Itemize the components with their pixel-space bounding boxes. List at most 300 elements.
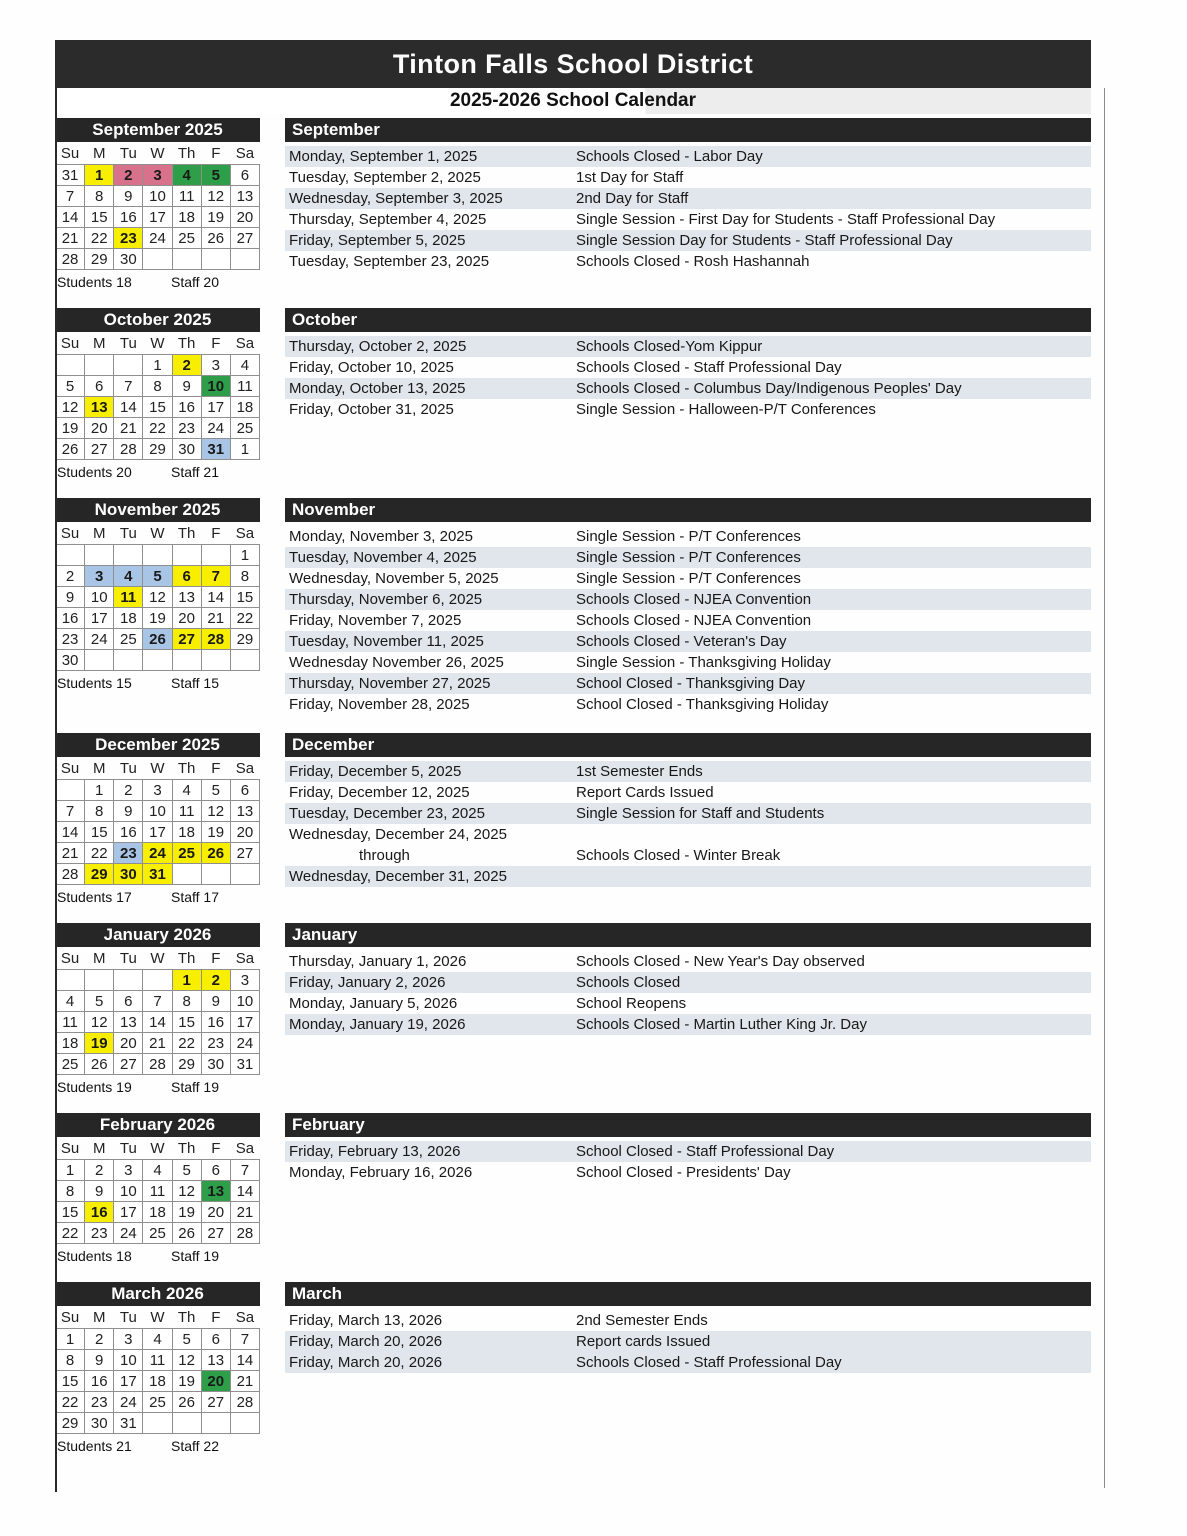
event-description: Single Session - First Day for Students - Staff Professional Day xyxy=(576,211,996,228)
day-cell: 2 xyxy=(56,566,85,587)
day-cell: 15 xyxy=(172,1012,201,1033)
week-row xyxy=(56,822,260,843)
day-cell: 27 xyxy=(230,843,259,864)
day-cell: 5 xyxy=(85,991,114,1012)
day-cell: 29 xyxy=(230,629,259,650)
day-cell: 6 xyxy=(201,1160,230,1181)
event-row xyxy=(285,993,1091,1014)
day-cell: 6 xyxy=(230,780,259,801)
day-cell: 2 xyxy=(114,780,143,801)
day-cell: 30 xyxy=(114,864,143,885)
day-cell: 7 xyxy=(56,801,85,822)
weekday-label: Th xyxy=(177,950,196,967)
weekday-label: Su xyxy=(60,525,80,542)
day-cell: 1 xyxy=(230,439,259,460)
weekday-row xyxy=(56,758,260,780)
event-description: Schools Closed - NJEA Convention xyxy=(576,612,812,629)
district-banner xyxy=(55,40,1091,88)
day-counts xyxy=(55,1248,260,1264)
day-cell: 21 xyxy=(56,228,85,249)
mini-calendar-grid xyxy=(55,1138,260,1244)
event-date: Wednesday, December 31, 2025 xyxy=(289,868,507,885)
day-cell: 15 xyxy=(230,587,259,608)
students-count: Students 17 xyxy=(57,889,132,905)
event-description: 2nd Day for Staff xyxy=(576,190,689,207)
mini-calendar-grid xyxy=(55,1307,260,1434)
staff-count: Staff 19 xyxy=(171,1079,220,1095)
event-rows xyxy=(285,761,1091,887)
day-cell: 24 xyxy=(201,418,230,439)
day-cell: 18 xyxy=(114,608,143,629)
day-cell xyxy=(201,545,230,566)
day-grid xyxy=(56,545,260,671)
day-cell: 13 xyxy=(230,801,259,822)
event-date: Friday, September 5, 2025 xyxy=(289,232,466,249)
day-cell: 26 xyxy=(143,629,172,650)
day-cell: 5 xyxy=(172,1160,201,1181)
mini-calendar xyxy=(55,1282,260,1454)
week-row xyxy=(56,545,260,566)
weekday-label: F xyxy=(211,950,221,967)
week-row xyxy=(56,207,260,228)
event-description: Single Session - Halloween-P/T Conferences xyxy=(576,401,876,418)
day-cell: 19 xyxy=(201,207,230,228)
day-cell xyxy=(114,545,143,566)
weekday-label: Th xyxy=(177,335,196,352)
day-cell xyxy=(201,864,230,885)
event-description: 1st Day for Staff xyxy=(576,169,684,186)
day-cell: 5 xyxy=(143,566,172,587)
day-cell xyxy=(230,1413,259,1434)
day-cell: 1 xyxy=(56,1329,85,1350)
weekday-label: Tu xyxy=(119,760,137,777)
day-cell: 21 xyxy=(56,843,85,864)
day-cell: 4 xyxy=(114,566,143,587)
students-count: Students 21 xyxy=(57,1438,132,1454)
weekday-label: Su xyxy=(60,950,80,967)
day-cell: 1 xyxy=(85,165,114,186)
weekday-label: W xyxy=(150,145,165,162)
event-date: Friday, December 12, 2025 xyxy=(289,784,470,801)
staff-count: Staff 17 xyxy=(171,889,220,905)
week-row xyxy=(56,355,260,376)
week-row xyxy=(56,1413,260,1434)
event-description: Schools Closed-Yom Kippur xyxy=(576,338,763,355)
weekday-label: Th xyxy=(177,760,196,777)
day-cell: 19 xyxy=(85,1033,114,1054)
day-cell: 20 xyxy=(201,1371,230,1392)
weekday-label: M xyxy=(92,950,106,967)
day-counts xyxy=(55,1079,260,1095)
day-cell: 25 xyxy=(143,1223,172,1244)
day-cell: 31 xyxy=(56,165,85,186)
day-cell: 23 xyxy=(85,1392,114,1413)
event-rows xyxy=(285,951,1091,1035)
weekday-label: M xyxy=(92,1140,106,1157)
day-cell xyxy=(143,1413,172,1434)
day-cell: 17 xyxy=(230,1012,259,1033)
events-panel xyxy=(285,733,1091,887)
event-date: Thursday, October 2, 2025 xyxy=(289,338,467,355)
day-cell xyxy=(56,780,85,801)
event-description: 1st Semester Ends xyxy=(576,763,703,780)
event-description: Schools Closed - Staff Professional Day xyxy=(576,359,842,376)
event-description: Schools Closed - Columbus Day/Indigenous Peoples' Day xyxy=(576,380,962,397)
week-row xyxy=(56,1392,260,1413)
day-counts xyxy=(55,464,260,480)
events-month-title: September xyxy=(285,118,1091,142)
events-panel xyxy=(285,498,1091,715)
day-cell: 9 xyxy=(85,1350,114,1371)
week-row xyxy=(56,397,260,418)
day-cell: 27 xyxy=(201,1392,230,1413)
weekday-label: F xyxy=(211,525,221,542)
event-description: Schools Closed - Labor Day xyxy=(576,148,763,165)
day-cell: 2 xyxy=(172,355,201,376)
day-cell: 7 xyxy=(114,376,143,397)
week-row xyxy=(56,1012,260,1033)
week-row xyxy=(56,1160,260,1181)
event-rows xyxy=(285,526,1091,715)
day-grid xyxy=(56,355,260,460)
weekday-label: Sa xyxy=(235,145,255,162)
day-cell: 28 xyxy=(201,629,230,650)
day-cell: 25 xyxy=(114,629,143,650)
day-cell: 8 xyxy=(56,1181,85,1202)
day-cell xyxy=(201,1413,230,1434)
month-section xyxy=(55,1113,1091,1264)
event-description: School Closed - Staff Professional Day xyxy=(576,1143,835,1160)
students-count: Students 18 xyxy=(57,274,132,290)
event-row xyxy=(285,1331,1091,1352)
week-row xyxy=(56,1181,260,1202)
day-cell: 4 xyxy=(56,991,85,1012)
event-row xyxy=(285,378,1091,399)
day-cell: 17 xyxy=(85,608,114,629)
mini-calendar xyxy=(55,923,260,1095)
event-row xyxy=(285,251,1091,272)
event-date: Thursday, September 4, 2025 xyxy=(289,211,487,228)
day-cell: 28 xyxy=(143,1054,172,1075)
mini-calendar-grid xyxy=(55,758,260,885)
day-cell xyxy=(114,355,143,376)
events-panel xyxy=(285,118,1091,272)
day-cell: 6 xyxy=(172,566,201,587)
day-cell: 20 xyxy=(172,608,201,629)
day-cell: 14 xyxy=(114,397,143,418)
month-section xyxy=(55,1282,1091,1454)
day-cell: 12 xyxy=(172,1350,201,1371)
day-counts xyxy=(55,675,260,691)
day-cell: 1 xyxy=(143,355,172,376)
weekday-label: Tu xyxy=(119,1140,137,1157)
weekday-label: F xyxy=(211,1309,221,1326)
week-row xyxy=(56,991,260,1012)
day-cell: 1 xyxy=(230,545,259,566)
weekday-row xyxy=(56,1138,260,1160)
day-cell: 14 xyxy=(201,587,230,608)
day-cell: 15 xyxy=(85,207,114,228)
day-cell: 16 xyxy=(114,207,143,228)
day-cell: 5 xyxy=(201,780,230,801)
day-cell: 30 xyxy=(85,1413,114,1434)
weekday-label: M xyxy=(92,145,106,162)
day-cell: 2 xyxy=(85,1329,114,1350)
event-description: School Closed - Presidents' Day xyxy=(576,1164,791,1181)
weekday-label: W xyxy=(150,760,165,777)
day-cell: 31 xyxy=(114,1413,143,1434)
weekday-label: Sa xyxy=(235,525,255,542)
month-section xyxy=(55,733,1091,905)
day-cell: 7 xyxy=(230,1160,259,1181)
day-cell: 8 xyxy=(85,801,114,822)
week-row xyxy=(56,165,260,186)
week-row xyxy=(56,587,260,608)
weekday-label: M xyxy=(92,525,106,542)
weekday-label: Sa xyxy=(235,1309,255,1326)
day-cell: 13 xyxy=(201,1181,230,1202)
day-cell: 25 xyxy=(172,843,201,864)
day-cell: 16 xyxy=(201,1012,230,1033)
events-panel xyxy=(285,308,1091,420)
day-cell xyxy=(114,970,143,991)
day-cell: 15 xyxy=(56,1371,85,1392)
event-description: Report Cards Issued xyxy=(576,784,714,801)
week-row xyxy=(56,843,260,864)
event-row xyxy=(285,824,1091,845)
students-count: Students 18 xyxy=(57,1248,132,1264)
weekday-row xyxy=(56,143,260,165)
weekday-label: F xyxy=(211,145,221,162)
day-cell: 16 xyxy=(172,397,201,418)
weekday-label: W xyxy=(150,335,165,352)
day-cell: 23 xyxy=(172,418,201,439)
event-description: School Closed - Thanksgiving Holiday xyxy=(576,696,829,713)
weekday-row xyxy=(56,1307,260,1329)
week-row xyxy=(56,608,260,629)
day-cell xyxy=(143,650,172,671)
day-cell: 28 xyxy=(230,1392,259,1413)
staff-count: Staff 19 xyxy=(171,1248,220,1264)
week-row xyxy=(56,439,260,460)
page-left-border xyxy=(55,40,57,1492)
day-cell: 9 xyxy=(56,587,85,608)
week-row xyxy=(56,376,260,397)
day-grid xyxy=(56,165,260,270)
day-cell: 10 xyxy=(230,991,259,1012)
event-date: Tuesday, November 4, 2025 xyxy=(289,549,477,566)
day-cell: 30 xyxy=(114,249,143,270)
day-cell: 15 xyxy=(85,822,114,843)
weekday-label: F xyxy=(211,335,221,352)
weekday-label: Th xyxy=(177,1309,196,1326)
event-rows xyxy=(285,1141,1091,1183)
day-cell: 26 xyxy=(56,439,85,460)
day-cell: 13 xyxy=(230,186,259,207)
event-row xyxy=(285,146,1091,167)
day-cell: 10 xyxy=(85,587,114,608)
day-cell: 28 xyxy=(56,864,85,885)
day-cell: 16 xyxy=(114,822,143,843)
day-counts xyxy=(55,1438,260,1454)
day-cell: 19 xyxy=(56,418,85,439)
day-cell: 18 xyxy=(143,1371,172,1392)
mini-calendar-title: October 2025 xyxy=(55,308,260,332)
week-row xyxy=(56,629,260,650)
weekday-label: Su xyxy=(60,145,80,162)
event-row xyxy=(285,230,1091,251)
day-cell: 20 xyxy=(230,207,259,228)
day-cell: 9 xyxy=(172,376,201,397)
week-row xyxy=(56,1202,260,1223)
day-cell: 13 xyxy=(201,1350,230,1371)
event-date: Friday, November 28, 2025 xyxy=(289,696,470,713)
weekday-label: W xyxy=(150,950,165,967)
event-description: Schools Closed - Staff Professional Day xyxy=(576,1354,842,1371)
day-cell: 28 xyxy=(56,249,85,270)
event-description: Schools Closed - NJEA Convention xyxy=(576,591,812,608)
mini-calendar-title: December 2025 xyxy=(55,733,260,757)
day-cell: 6 xyxy=(85,376,114,397)
day-cell: 17 xyxy=(114,1371,143,1392)
page-content xyxy=(55,40,1091,1472)
event-row xyxy=(285,399,1091,420)
day-cell xyxy=(172,650,201,671)
day-cell: 31 xyxy=(230,1054,259,1075)
event-date: Tuesday, September 2, 2025 xyxy=(289,169,481,186)
mini-calendar-title: September 2025 xyxy=(55,118,260,142)
day-cell: 11 xyxy=(230,376,259,397)
day-cell: 21 xyxy=(230,1371,259,1392)
week-row xyxy=(56,1329,260,1350)
day-cell: 4 xyxy=(230,355,259,376)
day-cell: 24 xyxy=(114,1392,143,1413)
day-cell xyxy=(172,864,201,885)
day-cell: 10 xyxy=(114,1350,143,1371)
day-cell: 3 xyxy=(85,566,114,587)
event-row xyxy=(285,1141,1091,1162)
mini-calendar-title: February 2026 xyxy=(55,1113,260,1137)
day-cell: 12 xyxy=(172,1181,201,1202)
day-cell: 16 xyxy=(56,608,85,629)
event-row xyxy=(285,782,1091,803)
event-date: Tuesday, September 23, 2025 xyxy=(289,253,490,270)
day-cell xyxy=(114,650,143,671)
day-cell: 2 xyxy=(201,970,230,991)
event-row xyxy=(285,188,1091,209)
weekday-label: Sa xyxy=(235,335,255,352)
day-counts xyxy=(55,274,260,290)
events-panel xyxy=(285,1113,1091,1183)
day-cell: 29 xyxy=(172,1054,201,1075)
event-row xyxy=(285,209,1091,230)
event-row xyxy=(285,357,1091,378)
day-cell: 26 xyxy=(172,1392,201,1413)
day-cell xyxy=(172,545,201,566)
week-row xyxy=(56,1054,260,1075)
day-cell: 24 xyxy=(230,1033,259,1054)
day-cell: 23 xyxy=(114,228,143,249)
day-cell: 31 xyxy=(201,439,230,460)
day-cell: 15 xyxy=(56,1202,85,1223)
day-cell: 15 xyxy=(143,397,172,418)
day-cell: 18 xyxy=(172,207,201,228)
week-row xyxy=(56,801,260,822)
day-cell: 29 xyxy=(143,439,172,460)
events-month-title: March xyxy=(285,1282,1091,1306)
weekday-label: Su xyxy=(60,335,80,352)
event-date: Monday, January 19, 2026 xyxy=(289,1016,466,1033)
day-grid xyxy=(56,1160,260,1244)
event-date: Friday, October 31, 2025 xyxy=(289,401,454,418)
event-date: Thursday, November 27, 2025 xyxy=(289,675,491,692)
day-cell: 7 xyxy=(143,991,172,1012)
day-cell xyxy=(85,970,114,991)
event-description xyxy=(576,866,1091,887)
event-description: Schools Closed - Winter Break xyxy=(576,847,781,864)
day-cell: 9 xyxy=(85,1181,114,1202)
day-cell: 13 xyxy=(85,397,114,418)
event-description: 2nd Semester Ends xyxy=(576,1312,708,1329)
event-description: Single Session for Staff and Students xyxy=(576,805,825,822)
event-date: Wednesday November 26, 2025 xyxy=(289,654,504,671)
day-cell: 11 xyxy=(143,1181,172,1202)
staff-count: Staff 21 xyxy=(171,464,220,480)
mini-calendar xyxy=(55,308,260,480)
day-cell: 9 xyxy=(114,801,143,822)
day-cell: 8 xyxy=(85,186,114,207)
weekday-label: Th xyxy=(177,525,196,542)
weekday-label: M xyxy=(92,1309,106,1326)
day-cell: 3 xyxy=(114,1329,143,1350)
day-cell: 13 xyxy=(172,587,201,608)
mini-calendar-title: November 2025 xyxy=(55,498,260,522)
mini-calendar-grid xyxy=(55,143,260,270)
weekday-label: Tu xyxy=(119,335,137,352)
day-cell: 3 xyxy=(143,780,172,801)
day-cell xyxy=(230,249,259,270)
day-cell: 4 xyxy=(172,165,201,186)
event-description: Report cards Issued xyxy=(576,1333,711,1350)
day-cell xyxy=(85,545,114,566)
day-cell: 23 xyxy=(114,843,143,864)
day-cell: 8 xyxy=(143,376,172,397)
day-cell: 2 xyxy=(114,165,143,186)
week-row xyxy=(56,650,260,671)
month-section xyxy=(55,498,1091,715)
day-cell: 24 xyxy=(114,1223,143,1244)
day-cell: 16 xyxy=(85,1371,114,1392)
day-cell: 23 xyxy=(85,1223,114,1244)
day-cell xyxy=(172,249,201,270)
day-cell: 25 xyxy=(56,1054,85,1075)
district-title: Tinton Falls School District xyxy=(392,48,754,79)
day-cell: 29 xyxy=(85,864,114,885)
day-cell: 27 xyxy=(201,1223,230,1244)
event-row xyxy=(285,336,1091,357)
weekday-label: W xyxy=(150,1309,165,1326)
event-date: Friday, October 10, 2025 xyxy=(289,359,454,376)
weekday-row xyxy=(56,948,260,970)
event-date: Friday, March 20, 2026 xyxy=(289,1333,443,1350)
week-row xyxy=(56,780,260,801)
weekday-label: M xyxy=(92,335,106,352)
weekday-label: Tu xyxy=(119,525,137,542)
mini-calendar xyxy=(55,733,260,905)
day-cell: 12 xyxy=(85,1012,114,1033)
day-cell: 24 xyxy=(85,629,114,650)
events-month-title: January xyxy=(285,923,1091,947)
